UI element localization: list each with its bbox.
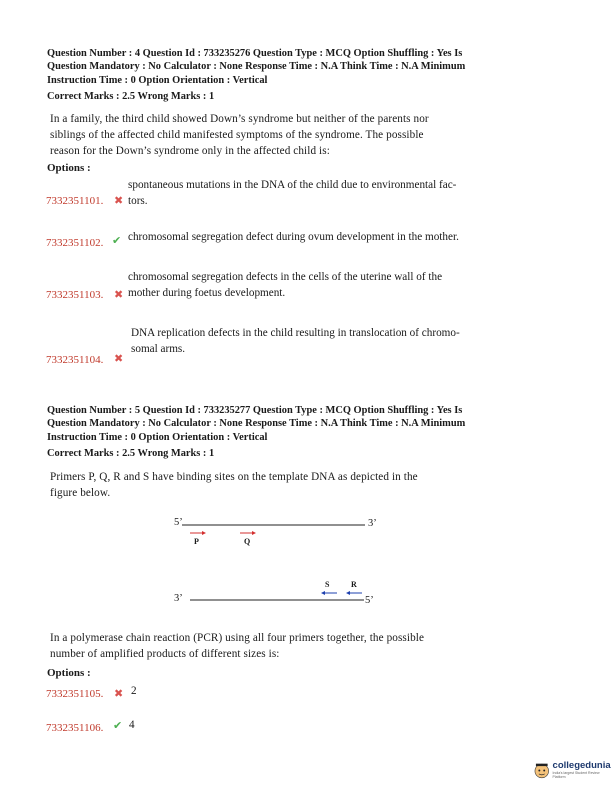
q5-option-2-value: 4 bbox=[129, 719, 135, 731]
bottom-5-prime-label: 5’ bbox=[365, 595, 374, 606]
q4-option-3-id: 7332351103. bbox=[46, 289, 104, 301]
primer-s-arrow bbox=[321, 591, 337, 595]
q4-header-line: Question Number : 4 Question Id : 733235276 Question Type : MCQ Option Shuffling : Yes Is bbox=[47, 48, 463, 59]
q4-text-line: siblings of the affected child manifested symptoms of the syndrome. The possible bbox=[50, 129, 424, 141]
cross-icon: ✖ bbox=[114, 288, 124, 301]
primer-r-label: R bbox=[351, 580, 357, 589]
diagram-svg bbox=[160, 512, 400, 612]
q4-option-2-id: 7332351102. bbox=[46, 237, 104, 249]
q4-option-3-text bbox=[128, 269, 528, 301]
q5-header bbox=[47, 404, 567, 461]
primer-q-arrow bbox=[240, 531, 256, 535]
primer-r-arrow bbox=[346, 591, 362, 595]
q5-text-line: In a polymerase chain reaction (PCR) using all four primers together, the possible bbox=[50, 632, 425, 644]
bottom-3-prime-label: 3’ bbox=[174, 593, 183, 604]
q4-option-2-text bbox=[128, 229, 528, 245]
q5-question-text-2 bbox=[50, 630, 530, 662]
q4-header-line: Question Mandatory : No Calculator : None Response Time : N.A Think Time : N.A Minimum bbox=[47, 61, 466, 73]
q5-text-line: figure below. bbox=[50, 487, 111, 499]
q4-header-line: Instruction Time : 0 Option Orientation : Vertical bbox=[47, 74, 268, 86]
option-text-line: chromosomal segregation defect during ovum development in the mother. bbox=[128, 231, 459, 243]
q5-header-line: Question Mandatory : No Calculator : None Response Time : N.A Think Time : N.A Minimum bbox=[47, 418, 466, 430]
logo-tagline: India's largest Student Review Platform bbox=[552, 771, 600, 779]
q4-option-4-id: 7332351104. bbox=[46, 354, 104, 366]
cross-icon: ✖ bbox=[114, 687, 124, 700]
q4-text-line: reason for the Down’s syndrome only in the affected child is: bbox=[50, 145, 330, 157]
option-text-line: mother during foetus development. bbox=[128, 287, 286, 299]
q4-option-1-id: 7332351101. bbox=[46, 195, 104, 207]
primer-q-label: Q bbox=[244, 537, 251, 546]
check-icon: ✔ bbox=[113, 719, 123, 732]
primer-s-label: S bbox=[325, 580, 330, 589]
q5-header-line: Question Number : 5 Question Id : 733235277 Question Type : MCQ Option Shuffling : Yes Is bbox=[47, 405, 463, 416]
cross-icon: ✖ bbox=[114, 194, 124, 207]
option-text-line: chromosomal segregation defects in the cells of the uterine wall of the bbox=[128, 271, 443, 283]
q4-options-label: Options : bbox=[47, 162, 91, 174]
cross-icon: ✖ bbox=[114, 352, 124, 365]
q5-text-line: number of amplified products of different sizes is: bbox=[50, 648, 280, 660]
q5-option-1-value: 2 bbox=[131, 685, 137, 697]
q5-question-text bbox=[50, 469, 530, 501]
q4-text-line: In a family, the third child showed Down’s syndrome but neither of the parents nor bbox=[50, 113, 429, 125]
logo-mascot-icon bbox=[533, 761, 551, 779]
option-text-line: tors. bbox=[128, 195, 148, 207]
q4-marks: Correct Marks : 2.5 Wrong Marks : 1 bbox=[47, 91, 215, 103]
q5-option-1-id: 7332351105. bbox=[46, 688, 104, 700]
dna-template-diagram bbox=[160, 512, 400, 612]
q5-marks: Correct Marks : 2.5 Wrong Marks : 1 bbox=[47, 448, 215, 460]
q4-question-text bbox=[50, 111, 530, 159]
top-3-prime-label: 3’ bbox=[368, 518, 377, 529]
option-text-line: spontaneous mutations in the DNA of the child due to environmental fac- bbox=[128, 179, 457, 191]
primer-p-label: P bbox=[194, 537, 199, 546]
q4-header bbox=[47, 47, 567, 104]
logo-name: collegedunia bbox=[552, 760, 611, 771]
q5-option-2-id: 7332351106. bbox=[46, 722, 104, 734]
top-5-prime-label: 5’ bbox=[174, 517, 183, 528]
check-icon: ✔ bbox=[112, 234, 122, 247]
option-text-line: somal arms. bbox=[131, 343, 186, 355]
q4-option-4-text bbox=[131, 325, 531, 357]
q5-options-label: Options : bbox=[47, 667, 91, 679]
collegedunia-logo bbox=[533, 761, 612, 779]
q5-header-line: Instruction Time : 0 Option Orientation : Vertical bbox=[47, 431, 268, 443]
primer-p-arrow bbox=[190, 531, 206, 535]
q4-option-1-text bbox=[128, 177, 528, 209]
q5-text-line: Primers P, Q, R and S have binding sites on the template DNA as depicted in the bbox=[50, 471, 418, 483]
option-text-line: DNA replication defects in the child resulting in translocation of chromo- bbox=[131, 327, 460, 339]
